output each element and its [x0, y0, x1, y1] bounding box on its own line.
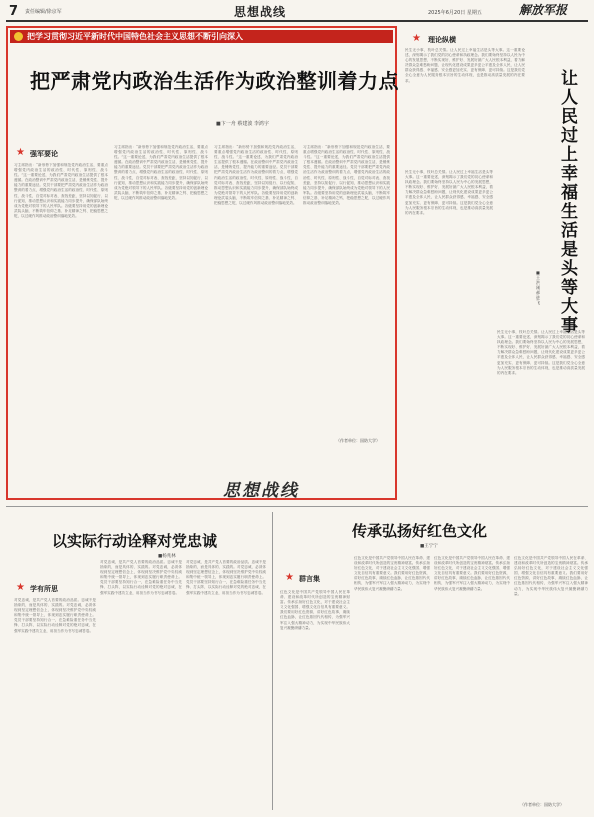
- right-body-col-2: 民生无小事，枝叶总关情。让人民过上幸福生活是头等大事。这一重要论述，深刻揭示了我们党的初心使命和执政理念。我们要始终坚持以人民为中心的发展思想，不断实现好、维护好、发展好最广大人民根本利益，着力解决群众急难愁盼问题，让现代化建设成果更多更公平惠及全体人民，让人民群众获得感、幸福感、安全感更加充实、更有保障、更可持续。这是我们党全心全意为人民服务根本宗旨的生动体现，也是推动高质量发展的内在要求。: [497, 330, 585, 375]
- subhead-label: 强军要论: [30, 150, 58, 158]
- masthead-logo: 解放军报: [519, 3, 568, 17]
- main-body-col-4: 习主席指出：“新形势下加强和规范党内政治生活，要重点增强党内政治生活的政治性、时代性、原则性、战斗性。”这一重要论述，为我们严肃党内政治生活提供了根本遵循。在政治整训中严肃党内政治生活，是锤炼党性、提升能力的重要途径。党员干部要把严肃党内政治生活作为政治整训的着力点，增强党内政治生活的政治性、时代性、原则性、战斗性，自觉对标对表、查找差距，坚持以知促行、以行促知，推动思想认识和实践能力同步提升，确保部队始终成为党绝对领导下的人民军队。各级要坚持用党的创新理论武装头脑，不断筑牢信仰之基、补足精神之钙、把稳思想之舵，以过硬作风推动政治整训落地见效。: [303, 145, 390, 206]
- main-body-col-3: 习主席指出：“新形势下加强和规范党内政治生活，要重点增强党内政治生活的政治性、时代性、原则性、战斗性。”这一重要论述，为我们严肃党内政治生活提供了根本遵循。在政治整训中严肃党内政治生活，是锤炼党性、提升能力的重要途径。党员干部要把严肃党内政治生活作为政治整训的着力点，增强党内政治生活的政治性、时代性、原则性、战斗性，自觉对标对表、查找差距，坚持以知促行、以行促知，推动思想认识和实践能力同步提升，确保部队始终成为党绝对领导下的人民军队。各级要坚持用党的创新理论武装头脑，不断筑牢信仰之基、补足精神之钙、把稳思想之舵，以过硬作风推动政治整训落地见效。: [214, 145, 298, 206]
- main-body-col-1: 习主席指出：“新形势下加强和规范党内政治生活，要重点增强党内政治生活的政治性、时代性、原则性、战斗性。”这一重要论述，为我们严肃党内政治生活提供了根本遵循。在政治整训中严肃党内政治生活，是锤炼党性、提升能力的重要途径。党员干部要把严肃党内政治生活作为政治整训的着力点，增强党内政治生活的政治性、时代性、原则性、战斗性，自觉对标对表、查找差距，坚持以知促行、以行促知，推动思想认识和实践能力同步提升，确保部队始终成为党绝对领导下的人民军队。各级要坚持用党的创新理论武装头脑，不断筑牢信仰之基、补足精神之钙、把稳思想之舵，以过硬作风推动政治整训落地见效。: [14, 163, 108, 218]
- bottom-left-byline: ■杨兆林: [158, 554, 176, 559]
- main-byline: ■卞一舟 蔡建波 李鸿宇: [216, 121, 269, 127]
- bottom-right-source: （作者单位：国防大学）: [520, 802, 564, 807]
- bottom-left-col-3: 对党忠诚，是共产党人首要的政治品质。忠诚不是抽象的，而是具体的、实践的。对党忠诚，必须体现到坚定理想信念上，体现到坚决维护党中央权威和集中统一领导上，体现到忠实履行职责使命上。党员干部要坚持知行合一，在急难险重任务中当先锋、打头阵，以实际行动诠释对党的绝对忠诚，在强军实践中建功立业，用担当作为书写忠诚答卷。: [186, 560, 266, 595]
- issue-date: 2025年6月20日 星期五: [428, 10, 482, 16]
- bottom-right-col-2: 红色文化是中国共产党领导中国人民在革命、建设和改革时代所创造的宝贵精神财富。传承弘扬好红色文化，对于建设社会主义文化强国、增强文化自信具有重要意义。我们要用好红色资源，讲好红色故事，赓续红色血脉，让红色基因代代相传，为强军兴军注入强大精神动力，为实现中华民族伟大复兴凝聚磅礴力量。: [354, 556, 430, 591]
- star-icon: ★: [16, 147, 25, 158]
- kicker-opinions: [285, 573, 351, 583]
- section-title: 思想战线: [234, 5, 287, 19]
- main-source-note: （作者单位：国防大学）: [336, 438, 380, 443]
- bottom-right-col-1: 红色文化是中国共产党领导中国人民在革命、建设和改革时代所创造的宝贵精神财富。传承弘扬好红色文化，对于建设社会主义文化强国、增强文化自信具有重要意义。我们要用好红色资源，讲好红色故事，赓续红色血脉，让红色基因代代相传，为强军兴军注入强大精神动力，为实现中华民族伟大复兴凝聚磅礴力量。: [280, 590, 350, 630]
- editors-line: 责任编辑/徐京军: [25, 9, 62, 15]
- bottom-right-headline: 传承弘扬好红色文化: [352, 522, 488, 540]
- bottom-right-col-4: 红色文化是中国共产党领导中国人民在革命、建设和改革时代所创造的宝贵精神财富。传承弘扬好红色文化，对于建设社会主义文化强国、增强文化自信具有重要意义。我们要用好红色资源，讲好红色故事，赓续红色血脉，让红色基因代代相传，为强军兴军注入强大精神动力，为实现中华民族伟大复兴凝聚磅礴力量。: [514, 556, 588, 596]
- kicker-theory: [412, 34, 492, 44]
- party-emblem-icon: [14, 32, 23, 41]
- right-body-col-1: 民生无小事，枝叶总关情。让人民过上幸福生活是头等大事。这一重要论述，深刻揭示了我们党的初心使命和执政理念。我们要始终坚持以人民为中心的发展思想，不断实现好、维护好、发展好最广大人民根本利益，着力解决群众急难愁盼问题，让现代化建设成果更多更公平惠及全体人民，让人民群众获得感、幸福感、安全感更加充实、更有保障、更可持续。这是我们党全心全意为人民服务根本宗旨的生动体现，也是推动高质量发展的内在要求。: [405, 170, 493, 215]
- bottom-left-col-1: 对党忠诚，是共产党人首要的政治品质。忠诚不是抽象的，而是具体的、实践的。对党忠诚，必须体现到坚定理想信念上，体现到坚决维护党中央权威和集中统一领导上，体现到忠实履行职责使命上。党员干部要坚持知行合一，在急难险重任务中当先锋、打头阵，以实际行动诠释对党的绝对忠诚，在强军实践中建功立业，用担当作为书写忠诚答卷。: [14, 598, 96, 633]
- kicker-learning: [16, 583, 84, 593]
- bottom-right-col-3: 红色文化是中国共产党领导中国人民在革命、建设和改革时代所创造的宝贵精神财富。传承弘扬好红色文化，对于建设社会主义文化强国、增强文化自信具有重要意义。我们要用好红色资源，讲好红色故事，赓续红色血脉，让红色基因代代相传，为强军兴军注入强大精神动力，为实现中华民族伟大复兴凝聚磅礴力量。: [434, 556, 510, 591]
- calligraphy-seal: 思想战线: [223, 481, 299, 501]
- bottom-left-headline: 以实际行动诠释对党忠诚: [52, 532, 218, 550]
- middle-rule: [6, 506, 588, 507]
- banner-text: 把学习贯彻习近平新时代中国特色社会主义思想不断引向深入: [27, 32, 243, 41]
- header-rule: [6, 20, 588, 22]
- right-body-top: 民生无小事，枝叶总关情。让人民过上幸福生活是头等大事。这一重要论述，深刻揭示了我们党的初心使命和执政理念。我们要始终坚持以人民为中心的发展思想，不断实现好、维护好、发展好最广大人民根本利益，着力解决群众急难愁盼问题，让现代化建设成果更多更公平惠及全体人民，让人民群众获得感、幸福感、安全感更加充实、更有保障、更可持续。这是我们党全心全意为人民服务根本宗旨的生动体现，也是推动高质量发展的内在要求。: [405, 48, 525, 83]
- subhead-tag-strong-army: [14, 148, 88, 158]
- kicker-label: 理论纵横: [428, 36, 456, 44]
- star-icon: ★: [16, 582, 25, 593]
- bottom-divider: [272, 512, 273, 810]
- right-byline: ■王洪刚 郝进飞: [536, 270, 540, 305]
- bottom-left-col-2: 对党忠诚，是共产党人首要的政治品质。忠诚不是抽象的，而是具体的、实践的。对党忠诚，必须体现到坚定理想信念上，体现到坚决维护党中央权威和集中统一领导上，体现到忠实履行职责使命上。党员干部要坚持知行合一，在急难险重任务中当先锋、打头阵，以实际行动诠释对党的绝对忠诚，在强军实践中建功立业，用担当作为书写忠诚答卷。: [100, 560, 182, 595]
- star-icon: ★: [285, 572, 294, 583]
- banner-strip: [10, 30, 393, 43]
- star-icon: ★: [412, 33, 421, 44]
- kicker-label: 学有所思: [30, 585, 58, 593]
- kicker-label: 群言集: [299, 575, 320, 583]
- main-body-col-2: 习主席指出：“新形势下加强和规范党内政治生活，要重点增强党内政治生活的政治性、时代性、原则性、战斗性。”这一重要论述，为我们严肃党内政治生活提供了根本遵循。在政治整训中严肃党内政治生活，是锤炼党性、提升能力的重要途径。党员干部要把严肃党内政治生活作为政治整训的着力点，增强党内政治生活的政治性、时代性、原则性、战斗性，自觉对标对表、查找差距，坚持以知促行、以行促知，推动思想认识和实践能力同步提升，确保部队始终成为党绝对领导下的人民军队。各级要坚持用党的创新理论武装头脑，不断筑牢信仰之基、补足精神之钙、把稳思想之舵，以过硬作风推动政治整训落地见效。: [114, 145, 208, 200]
- page-number: 7: [9, 4, 19, 19]
- bottom-right-byline: ■王宁宁: [420, 544, 438, 549]
- main-headline: 把严肃党内政治生活作为政治整训着力点: [30, 69, 399, 93]
- right-headline: 让人民过上幸福生活是头等大事: [561, 69, 578, 336]
